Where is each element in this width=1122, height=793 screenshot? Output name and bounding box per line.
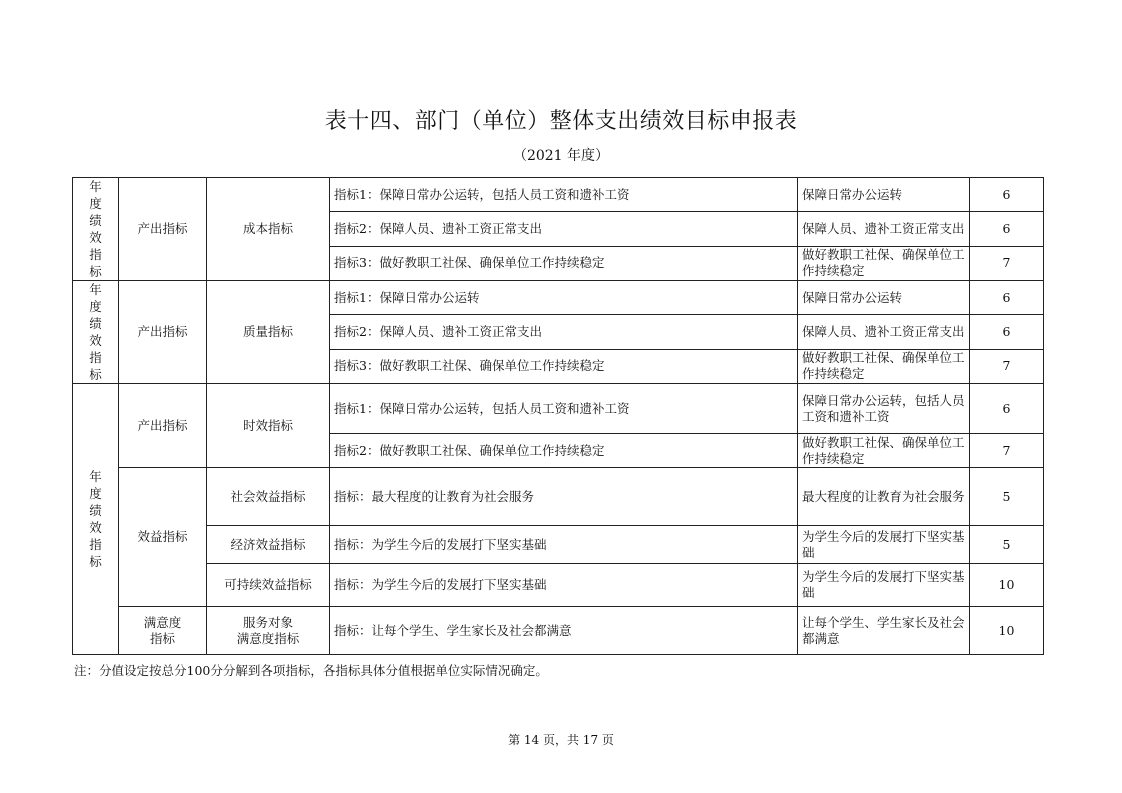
indicator-cell: 指标1：保障日常办公运转，包括人员工资和遗补工资 [330, 178, 798, 212]
score-cell: 10 [970, 607, 1044, 655]
page-number: 第 14 页，共 17 页 [508, 733, 614, 747]
target-cell: 做好教职工社保、确保单位工作持续稳定 [798, 246, 970, 280]
score-cell: 7 [970, 349, 1044, 383]
level1-cell: 产出指标 [119, 384, 207, 468]
table-row [73, 178, 1044, 212]
indicator-cell: 指标：为学生今后的发展打下坚实基础 [330, 526, 798, 564]
score-cell: 6 [970, 281, 1044, 315]
level2-cell: 时效指标 [207, 384, 330, 468]
level2-cell: 服务对象 满意度指标 [207, 607, 330, 655]
indicator-cell: 指标3：做好教职工社保、确保单位工作持续稳定 [330, 349, 798, 383]
indicator-cell: 指标：为学生今后的发展打下坚实基础 [330, 564, 798, 607]
target-cell: 让每个学生、学生家长及社会都满意 [798, 607, 970, 655]
target-cell: 保障日常办公运转 [798, 281, 970, 315]
table-row [73, 468, 1044, 526]
table-row [73, 564, 1044, 607]
level1-cell: 效益指标 [119, 468, 207, 607]
performance-table [72, 177, 1044, 655]
table-row [73, 526, 1044, 564]
indicator-cell: 指标3：做好教职工社保、确保单位工作持续稳定 [330, 246, 798, 280]
dimension-cell: 年度绩效指标 [73, 178, 119, 281]
target-cell: 保障日常办公运转 [798, 178, 970, 212]
score-cell: 10 [970, 564, 1044, 607]
score-cell: 7 [970, 246, 1044, 280]
score-cell: 7 [970, 434, 1044, 468]
indicator-cell: 指标2：保障人员、遗补工资正常支出 [330, 212, 798, 246]
target-cell: 保障人员、遗补工资正常支出 [798, 212, 970, 246]
page-title: 表十四、部门（单位）整体支出绩效目标申报表 [324, 109, 798, 134]
score-cell: 6 [970, 178, 1044, 212]
target-cell: 最大程度的让教育为社会服务 [798, 468, 970, 526]
level2-cell: 可持续效益指标 [207, 564, 330, 607]
level2-cell: 经济效益指标 [207, 526, 330, 564]
indicator-cell: 指标2：做好教职工社保、确保单位工作持续稳定 [330, 434, 798, 468]
level2-cell: 质量指标 [207, 281, 330, 384]
page-subtitle: （2021 年度） [512, 148, 610, 164]
table-row [73, 607, 1044, 655]
score-cell: 6 [970, 212, 1044, 246]
score-cell: 5 [970, 468, 1044, 526]
target-cell: 做好教职工社保、确保单位工作持续稳定 [798, 349, 970, 383]
target-cell: 做好教职工社保、确保单位工作持续稳定 [798, 434, 970, 468]
indicator-cell: 指标1：保障日常办公运转，包括人员工资和遗补工资 [330, 384, 798, 434]
score-cell: 6 [970, 384, 1044, 434]
table-row [73, 384, 1044, 434]
indicator-cell: 指标：让每个学生、学生家长及社会都满意 [330, 607, 798, 655]
level2-cell: 成本指标 [207, 178, 330, 281]
level1-cell: 产出指标 [119, 281, 207, 384]
target-cell: 保障人员、遗补工资正常支出 [798, 315, 970, 349]
level2-cell: 社会效益指标 [207, 468, 330, 526]
dimension-cell: 年度绩效指标 [73, 281, 119, 384]
level1-cell: 满意度 指标 [119, 607, 207, 655]
target-cell: 为学生今后的发展打下坚实基础 [798, 526, 970, 564]
indicator-cell: 指标1：保障日常办公运转 [330, 281, 798, 315]
indicator-cell: 指标：最大程度的让教育为社会服务 [330, 468, 798, 526]
table-row [73, 281, 1044, 315]
dimension-cell: 年度绩效指标 [73, 384, 119, 655]
footnote: 注：分值设定按总分100分分解到各项指标，各指标具体分值根据单位实际情况确定。 [74, 663, 548, 678]
target-cell: 为学生今后的发展打下坚实基础 [798, 564, 970, 607]
score-cell: 5 [970, 526, 1044, 564]
level1-cell: 产出指标 [119, 178, 207, 281]
score-cell: 6 [970, 315, 1044, 349]
indicator-cell: 指标2：保障人员、遗补工资正常支出 [330, 315, 798, 349]
target-cell: 保障日常办公运转，包括人员工资和遗补工资 [798, 384, 970, 434]
